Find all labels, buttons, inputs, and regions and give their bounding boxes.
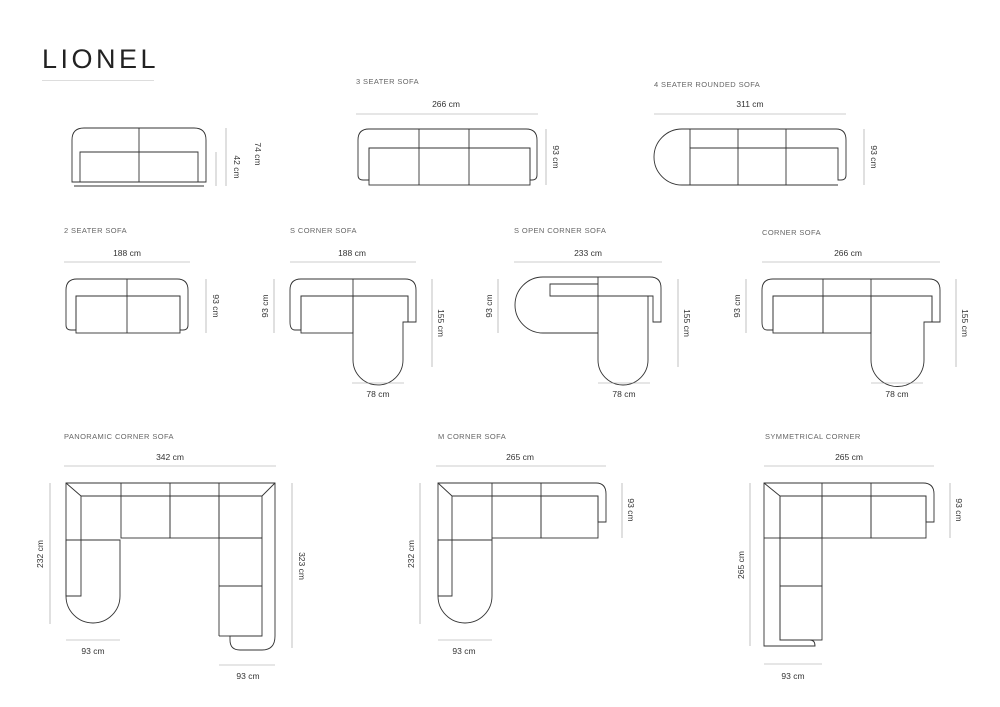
corner-width: 266 cm	[834, 248, 862, 258]
s-corner-chaise: 78 cm	[366, 389, 390, 399]
panoramic-drawing	[66, 483, 275, 650]
corner-sofa-drawing	[762, 279, 940, 387]
m-corner-label: M CORNER SOFA	[438, 432, 507, 441]
panoramic-bottom-right: 93 cm	[236, 671, 260, 681]
three-seater-drawing	[358, 129, 537, 185]
m-corner-depth: 93 cm	[626, 498, 636, 522]
corner-chaise: 78 cm	[885, 389, 909, 399]
four-seater-width: 311 cm	[736, 99, 764, 109]
two-seater-label: 2 SEATER SOFA	[64, 226, 127, 235]
four-seater-label: 4 SEATER ROUNDED SOFA	[654, 80, 761, 89]
s-corner-width: 188 cm	[338, 248, 366, 258]
corner-label: CORNER SOFA	[762, 228, 821, 237]
s-corner-label: S CORNER SOFA	[290, 226, 357, 235]
two-seater-depth: 93 cm	[211, 294, 221, 318]
three-seater-width: 266 cm	[432, 99, 460, 109]
side-view-drawing	[72, 128, 206, 186]
s-open-width: 233 cm	[574, 248, 602, 258]
s-open-chaise: 78 cm	[612, 389, 636, 399]
s-open-corner-drawing	[515, 277, 661, 385]
corner-length: 155 cm	[960, 309, 970, 337]
s-open-depth: 93 cm	[484, 294, 494, 318]
panoramic-right: 323 cm	[297, 552, 307, 580]
symmetrical-bottom: 93 cm	[781, 671, 805, 681]
symmetrical-depth: 93 cm	[954, 498, 964, 522]
four-seater-rounded-drawing	[654, 129, 846, 185]
corner-depth: 93 cm	[732, 294, 742, 318]
symmetrical-label: SYMMETRICAL CORNER	[765, 432, 861, 441]
panoramic-left: 232 cm	[35, 540, 45, 568]
symmetrical-drawing	[764, 483, 934, 646]
s-open-length: 155 cm	[682, 309, 692, 337]
m-corner-bottom: 93 cm	[452, 646, 476, 656]
side-seat-height: 42 cm	[232, 155, 242, 179]
side-height: 74 cm	[253, 142, 263, 166]
four-seater-depth: 93 cm	[869, 145, 879, 169]
m-corner-drawing	[438, 483, 606, 623]
m-corner-width: 265 cm	[506, 452, 534, 462]
s-corner-depth: 93 cm	[260, 294, 270, 318]
two-seater-width: 188 cm	[113, 248, 141, 258]
three-seater-label: 3 SEATER SOFA	[356, 77, 419, 86]
symmetrical-left: 265 cm	[736, 551, 746, 579]
brand-title: LIONEL	[42, 44, 160, 74]
s-corner-length: 155 cm	[436, 309, 446, 337]
panoramic-label: PANORAMIC CORNER SOFA	[64, 432, 174, 441]
m-corner-left: 232 cm	[406, 540, 416, 568]
symmetrical-width: 265 cm	[835, 452, 863, 462]
two-seater-drawing	[66, 279, 188, 333]
three-seater-depth: 93 cm	[551, 145, 561, 169]
panoramic-bottom-left: 93 cm	[81, 646, 105, 656]
s-open-label: S OPEN CORNER SOFA	[514, 226, 607, 235]
s-corner-drawing	[290, 279, 416, 385]
panoramic-width: 342 cm	[156, 452, 184, 462]
